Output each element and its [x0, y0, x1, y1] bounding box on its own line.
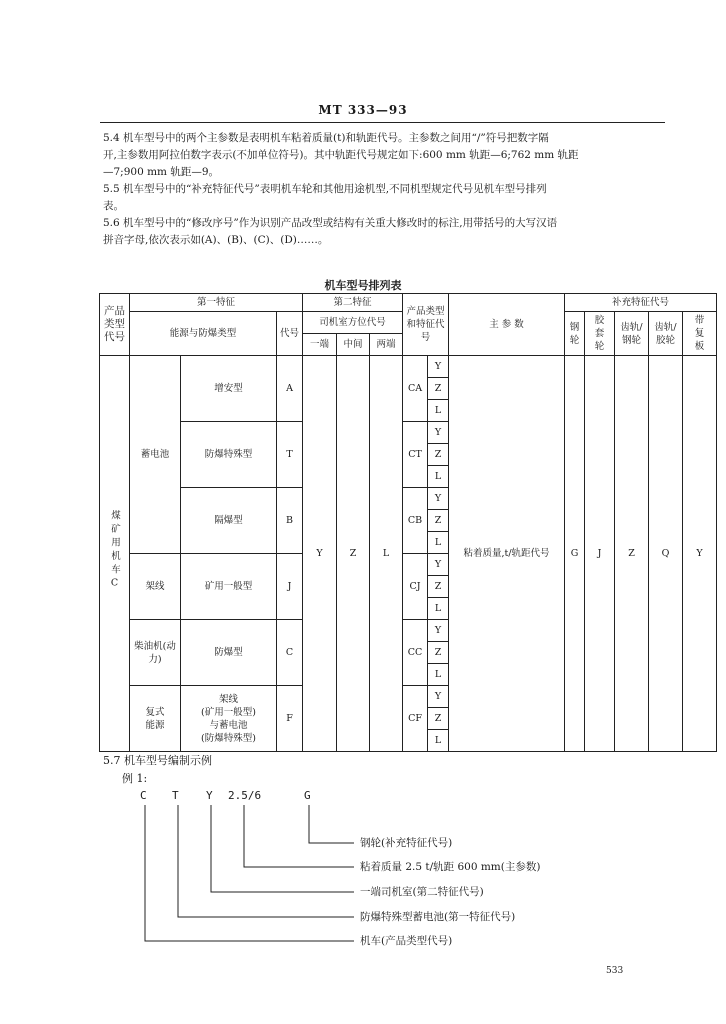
type-increased-safety: 增安型	[181, 356, 277, 422]
example-section-title: 5.7 机车型号编制示例	[103, 754, 212, 767]
category-battery: 蓄电池	[130, 356, 181, 554]
para-5-5-line2: 表。	[103, 200, 124, 212]
sub-Z: Z	[428, 444, 449, 466]
ptype-CT: CT	[403, 422, 428, 488]
sub-Z: Z	[428, 708, 449, 730]
header-supplementary: 补充特征代号	[565, 294, 717, 312]
sub-Y: Y	[428, 356, 449, 378]
ptype-CJ: CJ	[403, 554, 428, 620]
sub-Y: Y	[428, 422, 449, 444]
example-code-param: 2.5/6	[228, 789, 262, 802]
leader-Y	[211, 805, 354, 892]
category-diesel: 柴油机(动力)	[130, 620, 181, 686]
header-rack-rubber: 齿轨/胶轮	[649, 312, 683, 356]
para-5-4-line3: —7;900 mm 轨距—9。	[103, 166, 220, 178]
type-composite-line1: 架线	[218, 693, 238, 705]
leader-param	[244, 805, 354, 867]
sub-Y: Y	[428, 488, 449, 510]
header-main-param: 主 参 数	[449, 294, 565, 356]
feature2-Y: Y	[303, 356, 337, 752]
example-desc-C: 机车(产品类型代号)	[360, 935, 453, 947]
sub-L: L	[428, 400, 449, 422]
ptype-CC: CC	[403, 620, 428, 686]
code-C: C	[277, 620, 303, 686]
sub-Z: Z	[428, 378, 449, 400]
type-explosion-proof: 防爆型	[181, 620, 277, 686]
sub-L: L	[428, 730, 449, 752]
supp-G: G	[565, 356, 585, 752]
category-composite: 复式能源	[130, 686, 181, 752]
para-5-6-line2: 拼音字母,依次表示如(A)、(B)、(C)、(D)……。	[103, 234, 329, 246]
page-number: 533	[606, 966, 624, 976]
example-desc-Y: 一端司机室(第二特征代号)	[360, 886, 484, 898]
code-F: F	[277, 686, 303, 752]
sub-Y: Y	[428, 620, 449, 642]
sub-L: L	[428, 664, 449, 686]
ptype-CB: CB	[403, 488, 428, 554]
example-code-C: C	[140, 789, 147, 802]
para-5-4-line1: 5.4 机车型号中的两个主参数是表明机车粘着质量(t)和轨距代号。主参数之间用“/”符号把数字隔	[103, 132, 549, 144]
leader-G	[309, 805, 354, 843]
sub-L: L	[428, 598, 449, 620]
feature2-L: L	[370, 356, 403, 752]
category-trolley: 架线	[130, 554, 181, 620]
supp-Y: Y	[683, 356, 717, 752]
header-rubber-wheel: 胶套轮	[585, 312, 615, 356]
code-J: J	[277, 554, 303, 620]
supp-Q: Q	[649, 356, 683, 752]
code-T: T	[277, 422, 303, 488]
header-rack-steel: 齿轨/钢轮	[615, 312, 649, 356]
product-type-cell: 煤矿用机车C	[100, 356, 130, 752]
main-param-value: 粘着质量,t/轨距代号	[449, 356, 565, 752]
header-steel-wheel: 钢轮	[565, 312, 585, 356]
example-code-T: T	[172, 789, 179, 802]
supp-Z: Z	[615, 356, 649, 752]
header-product-type-feature: 产品类型和特征代号	[403, 294, 449, 356]
leader-C	[145, 805, 354, 941]
leader-T	[178, 805, 354, 917]
header-energy-type: 能源与防爆类型	[130, 312, 277, 356]
para-5-4-line2: 开,主参数用阿拉伯数字表示(不加单位符号)。其中轨距代号规定如下:600 mm 轨距—6;762 mm 轨距	[103, 149, 579, 161]
ptype-CA: CA	[403, 356, 428, 422]
example-desc-param: 粘着质量 2.5 t/轨距 600 mm(主参数)	[360, 861, 541, 873]
header-middle: 中间	[337, 334, 370, 356]
type-composite-line3: 与蓄电池	[209, 719, 248, 731]
header-product-type: 产品类型代号	[100, 294, 130, 356]
header-with-plate: 带复板	[683, 312, 717, 356]
sub-Z: Z	[428, 576, 449, 598]
supp-J: J	[585, 356, 615, 752]
sub-Y: Y	[428, 686, 449, 708]
sub-Z: Z	[428, 510, 449, 532]
header-both-ends: 两端	[370, 334, 403, 356]
ptype-CF: CF	[403, 686, 428, 752]
example-desc-T: 防爆特殊型蓄电池(第一特征代号)	[360, 911, 516, 923]
code-B: B	[277, 488, 303, 554]
sub-L: L	[428, 532, 449, 554]
header-one-end: 一端	[303, 334, 337, 356]
type-composite-line2: (矿用一般型)	[201, 706, 256, 718]
header-code: 代号	[277, 312, 303, 356]
example-code-Y: Y	[206, 789, 213, 802]
page-header: MT 333—93	[318, 103, 408, 117]
type-flameproof-isolated: 隔爆型	[181, 488, 277, 554]
code-A: A	[277, 356, 303, 422]
sub-Y: Y	[428, 554, 449, 576]
table-caption: 机车型号排列表	[324, 279, 402, 292]
example-desc-G: 钢轮(补充特征代号)	[360, 837, 453, 849]
type-composite-line4: (防爆特殊型)	[201, 732, 256, 744]
example-code-G: G	[304, 789, 311, 802]
type-special-explosion-proof: 防爆特殊型	[181, 422, 277, 488]
para-5-5-line1: 5.5 机车型号中的“补充特征代号”表明机车轮和其他用途机型,不同机型规定代号见机车型号排列	[103, 183, 547, 195]
para-5-6-line1: 5.6 机车型号中的“修改序号”作为识别产品改型或结构有关重大修改时的标注,用带括号的大写汉语	[103, 217, 558, 229]
sub-L: L	[428, 466, 449, 488]
feature2-Z: Z	[337, 356, 370, 752]
header-feature2: 第二特征	[303, 294, 403, 312]
type-mine-general: 矿用一般型	[181, 554, 277, 620]
header-cab-position: 司机室方位代号	[303, 312, 403, 334]
example-label: 例 1:	[122, 772, 148, 785]
header-feature1: 第一特征	[130, 294, 303, 312]
sub-Z: Z	[428, 642, 449, 664]
